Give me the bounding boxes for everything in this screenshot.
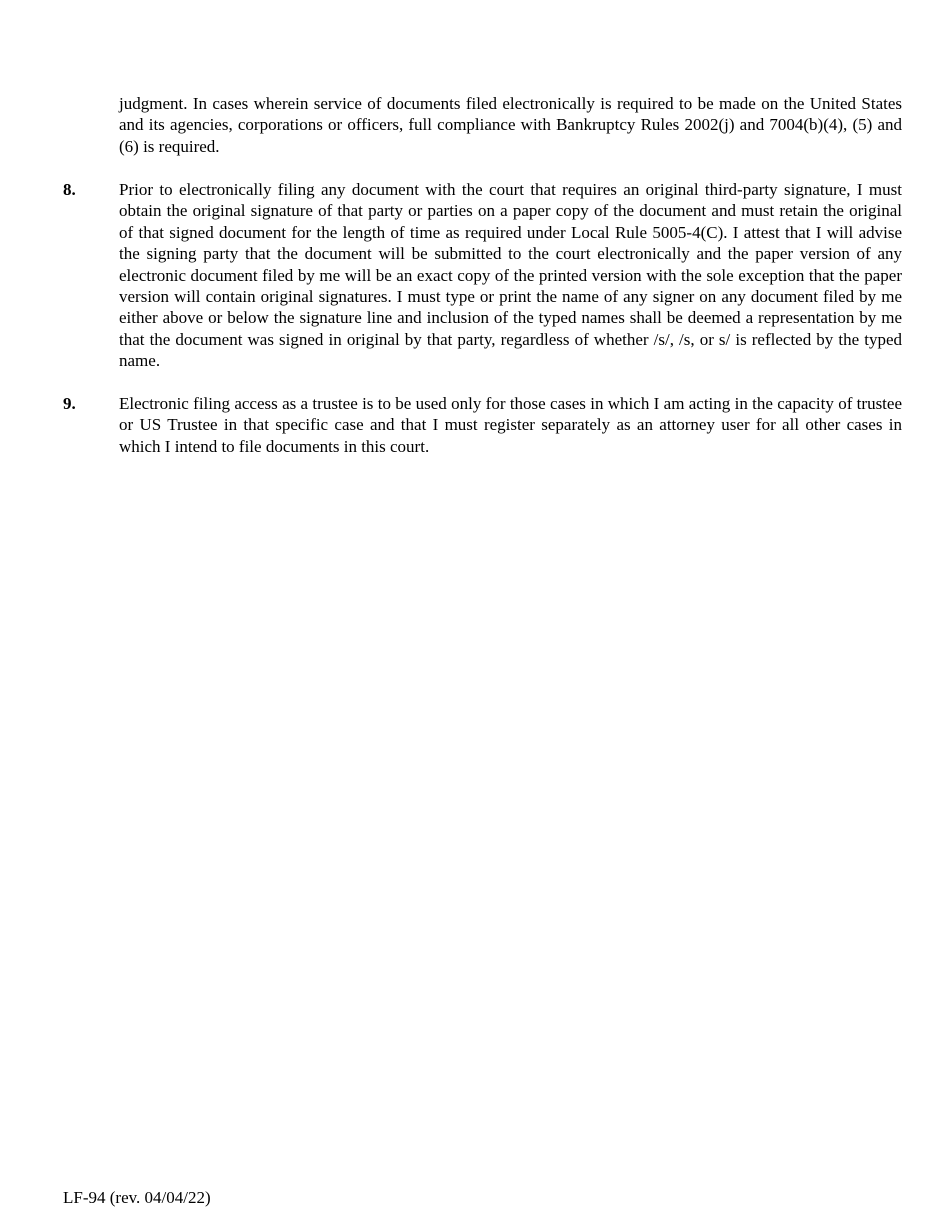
form-footer: LF-94 (rev. 04/04/22) [63,1188,211,1207]
item-9-text: Electronic filing access as a trustee is to be used only for those cases in which I am acting in the capacity of trustee or US Trustee in that specific case and that I must register separately as an attorney user for all other cases in which I intend to file documents in this court. [119,394,902,456]
item-9-number: 9. [63,394,76,413]
item-8-number: 8. [63,180,76,199]
continuation-paragraph: judgment. In cases wherein service of documents filed electronically is required to be made on the United States and its agencies, corporations or officers, full compliance with Bankruptcy Rules 2002(j) and 7004(b)(4), (5) and (6) is required. [119,94,902,156]
item-8-text: Prior to electronically filing any document with the court that requires an original third-party signature, I must obtain the original signature of that party or parties on a paper copy of the document and must retain the original of that signed document for the length of time as required under Local Rule 5005-4(C). I attest that I will advise the signing party that the document will be submitted to the court electronically and the paper version of any electronic document filed by me will be an exact copy of the printed version with the sole exception that the paper version will contain original signatures. I must type or print the name of any signer on any document filed by me either above or below the signature line and inclusion of the typed names shall be deemed a representation by me that the document was signed in original by that party, regardless of whether /s/, /s, or s/ is reflected by the typed name. [119,180,902,371]
